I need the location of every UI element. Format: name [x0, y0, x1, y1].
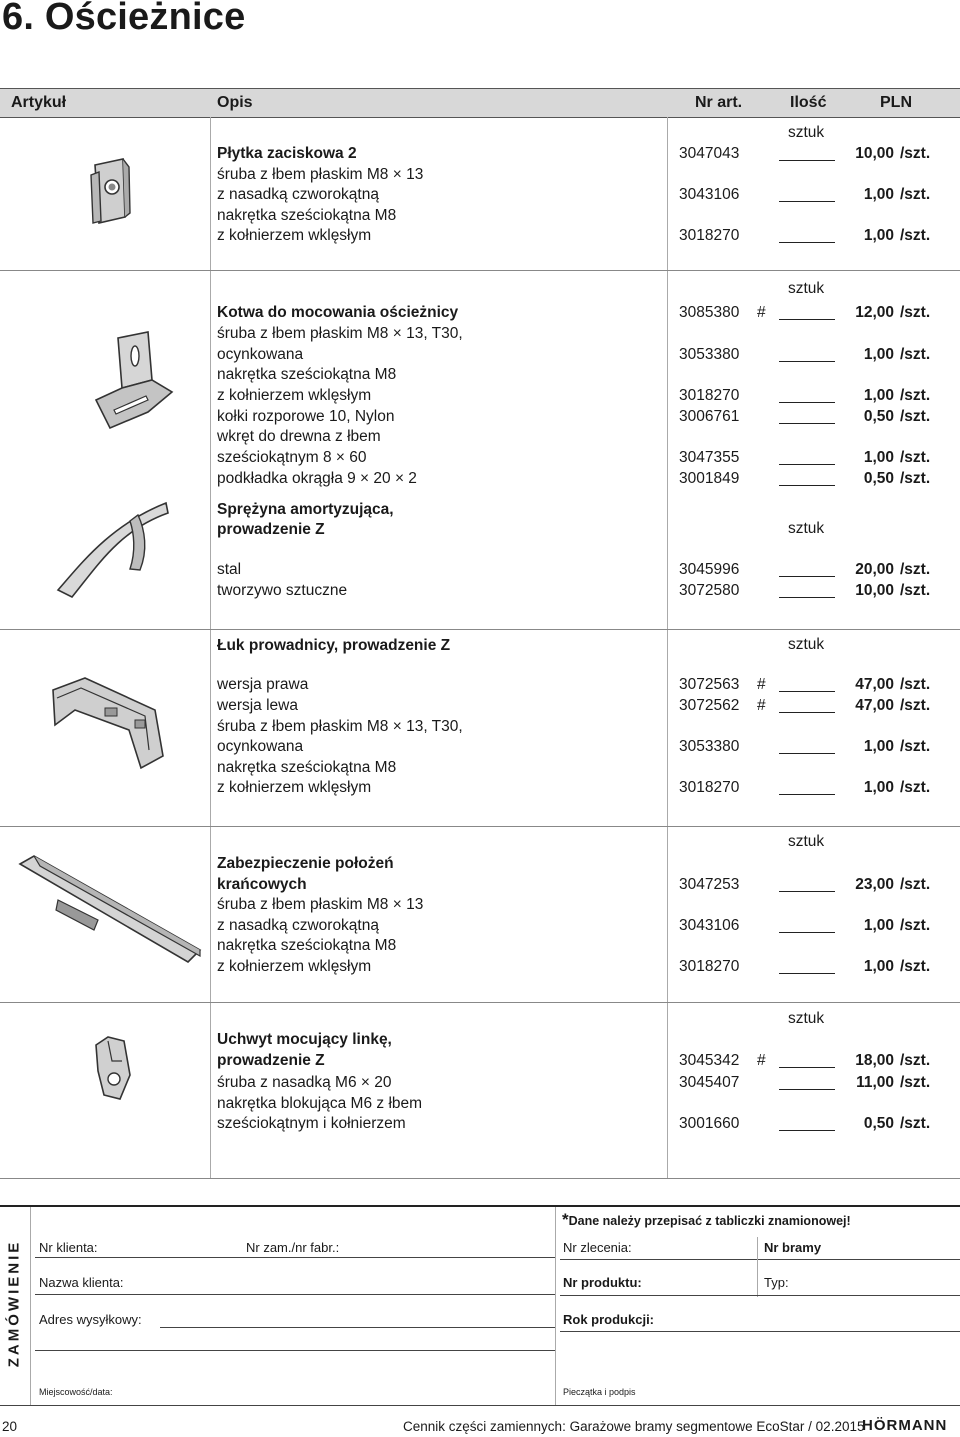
quantity-field[interactable]	[779, 576, 835, 577]
article-number: 3053380	[679, 346, 740, 363]
part-description: wersja lewa	[217, 697, 298, 714]
article-number: 3018270	[679, 958, 740, 975]
section-divider	[0, 1178, 960, 1179]
article-number: 3006761	[679, 408, 740, 425]
article-number: 3085380	[679, 304, 740, 321]
part-description: nakrętka sześciokątna M8	[217, 759, 397, 776]
price-unit: /szt.	[900, 1115, 931, 1132]
part-description: śruba z łbem płaskim M8 × 13	[217, 166, 424, 183]
footer-caption: Cennik części zamiennych: Garażowe bramy segmentowe EcoStar / 02.2015	[403, 1419, 865, 1434]
table-row	[0, 758, 960, 778]
price-unit: /szt.	[900, 470, 931, 487]
part-description: nakrętka blokująca M6 z łbem	[217, 1095, 423, 1112]
section-divider	[0, 270, 960, 271]
col-pln: PLN	[880, 94, 912, 111]
article-number: 3047253	[679, 876, 740, 893]
price: 11,00	[856, 1074, 894, 1091]
article-number: 3018270	[679, 227, 740, 244]
part-description: z kołnierzem wklęsłym	[217, 227, 372, 244]
quantity-field[interactable]	[779, 712, 835, 713]
table-row	[0, 957, 960, 977]
price: 1,00	[863, 958, 894, 975]
price: 0,50	[863, 408, 894, 425]
part-description: wersja prawa	[217, 676, 309, 693]
typ-label: Typ:	[764, 1275, 789, 1290]
hash-mark: #	[757, 676, 766, 693]
part-description: z nasadką czworokątną	[217, 917, 379, 934]
part-description: śruba z łbem płaskim M8 × 13, T30,	[217, 325, 463, 342]
quantity-field[interactable]	[779, 464, 835, 465]
part-description: śruba z łbem płaskim M8 × 13, T30,	[217, 718, 463, 735]
article-number: 3018270	[679, 779, 740, 796]
page-title: 6. Ościeżnice	[2, 0, 246, 38]
table-row	[0, 581, 960, 601]
nr-bramy-label: Nr bramy	[764, 1240, 822, 1255]
price-unit: /szt.	[900, 917, 931, 934]
price: 0,50	[863, 1115, 894, 1132]
miejscowosc-label: Miejscowość/data:	[39, 1387, 113, 1397]
part-description: z kołnierzem wklęsłym	[217, 387, 372, 404]
price: 1,00	[863, 186, 894, 203]
article-number: 3047043	[679, 145, 740, 162]
table-row	[0, 696, 960, 716]
table-row	[0, 1030, 960, 1050]
quantity-field[interactable]	[779, 319, 835, 320]
table-row	[0, 386, 960, 406]
article-number: 3043106	[679, 186, 740, 203]
table-row	[0, 1051, 960, 1071]
quantity-field[interactable]	[779, 242, 835, 243]
article-number: 3053380	[679, 738, 740, 755]
article-number: 3045996	[679, 561, 740, 578]
part-description: Płytka zaciskowa 2	[217, 145, 357, 162]
section-divider	[0, 629, 960, 630]
sztuk-label: sztuk	[788, 280, 825, 297]
part-description: Kotwa do mocowania ościeżnicy	[217, 304, 459, 321]
quantity-field[interactable]	[779, 973, 835, 974]
sztuk-label: sztuk	[788, 833, 825, 850]
table-row	[0, 875, 960, 895]
table-row	[0, 560, 960, 580]
table-row	[0, 427, 960, 447]
table-row	[0, 500, 960, 520]
table-row	[0, 675, 960, 695]
quantity-field[interactable]	[779, 485, 835, 486]
part-description: krańcowych	[217, 876, 307, 893]
table-row	[0, 303, 960, 323]
price: 47,00	[855, 697, 894, 714]
part-description: Zabezpieczenie położeń	[217, 855, 394, 872]
nr-zam-label: Nr zam./nr fabr.:	[246, 1240, 340, 1255]
page-number: 20	[2, 1419, 18, 1434]
part-description: z kołnierzem wklęsłym	[217, 958, 372, 975]
table-row	[0, 448, 960, 468]
article-number: 3045342	[679, 1052, 740, 1069]
quantity-field[interactable]	[779, 691, 835, 692]
quantity-field[interactable]	[779, 201, 835, 202]
article-number: 3072580	[679, 582, 740, 599]
table-row	[0, 1073, 960, 1093]
table-row	[0, 365, 960, 385]
price-unit: /szt.	[900, 304, 931, 321]
part-description: z kołnierzem wklęsłym	[217, 779, 372, 796]
quantity-field[interactable]	[779, 423, 835, 424]
table-row	[0, 854, 960, 874]
price-unit: /szt.	[900, 561, 931, 578]
price-unit: /szt.	[900, 387, 931, 404]
part-description: Łuk prowadnicy, prowadzenie Z	[217, 637, 451, 654]
article-number: 3047355	[679, 449, 740, 466]
article-number: 3072562	[679, 697, 740, 714]
sztuk-label: sztuk	[788, 124, 825, 141]
quantity-field[interactable]	[779, 160, 835, 161]
article-number: 3043106	[679, 917, 740, 934]
price-unit: /szt.	[900, 227, 931, 244]
pieczatka-label: Pieczątka i podpis	[563, 1387, 636, 1397]
part-description: prowadzenie Z	[217, 1052, 325, 1069]
part-description: tworzywo sztuczne	[217, 582, 348, 599]
table-header	[0, 88, 960, 118]
hash-mark: #	[757, 1052, 766, 1069]
price-unit: /szt.	[900, 676, 931, 693]
price: 1,00	[863, 779, 894, 796]
table-row	[0, 936, 960, 956]
sztuk-label: sztuk	[788, 520, 825, 537]
price-unit: /szt.	[900, 449, 931, 466]
price: 12,00	[855, 304, 894, 321]
table-row	[0, 165, 960, 185]
table-row	[0, 206, 960, 226]
order-side-label: ZAMÓWIENIE	[0, 1207, 31, 1405]
table-row	[0, 717, 960, 737]
part-description: sześciokątnym i kołnierzem	[217, 1115, 406, 1132]
part-description: śruba z nasadką M6 × 20	[217, 1074, 392, 1091]
table-row	[0, 469, 960, 489]
quantity-field[interactable]	[779, 1089, 835, 1090]
quantity-field[interactable]	[779, 361, 835, 362]
price: 23,00	[855, 876, 894, 893]
price: 18,00	[855, 1052, 894, 1069]
price-unit: /szt.	[900, 1052, 931, 1069]
table-row	[0, 1114, 960, 1134]
table-row	[0, 407, 960, 427]
order-form	[0, 1205, 960, 1407]
part-description: nakrętka sześciokątna M8	[217, 937, 397, 954]
nr-zlecenia-label: Nr zlecenia:	[563, 1240, 632, 1255]
hash-mark: #	[757, 304, 766, 321]
col-opis: Opis	[217, 94, 253, 111]
part-description: śruba z łbem płaskim M8 × 13	[217, 896, 424, 913]
table-row	[0, 636, 960, 656]
section-divider	[0, 1002, 960, 1003]
quantity-field[interactable]	[779, 932, 835, 933]
hash-mark: #	[757, 697, 766, 714]
table-row	[0, 226, 960, 246]
quantity-field[interactable]	[779, 402, 835, 403]
nazwa-klienta-label: Nazwa klienta:	[39, 1275, 124, 1290]
note: *Dane należy przepisać z tabliczki znamionowej!	[562, 1210, 851, 1229]
price-unit: /szt.	[900, 779, 931, 796]
table-row	[0, 737, 960, 757]
col-nr-art: Nr art.	[695, 94, 743, 111]
quantity-field[interactable]	[779, 753, 835, 754]
article-number: 3045407	[679, 1074, 740, 1091]
part-description: z nasadką czworokątną	[217, 186, 379, 203]
part-description: sześciokątnym 8 × 60	[217, 449, 367, 466]
price-unit: /szt.	[900, 408, 931, 425]
price: 1,00	[863, 449, 894, 466]
price: 1,00	[863, 346, 894, 363]
price: 1,00	[863, 917, 894, 934]
price: 0,50	[863, 470, 894, 487]
price-unit: /szt.	[900, 697, 931, 714]
table-row	[0, 778, 960, 798]
price: 1,00	[863, 227, 894, 244]
table-row	[0, 144, 960, 164]
price-unit: /szt.	[900, 876, 931, 893]
article-number: 3072563	[679, 676, 740, 693]
price: 1,00	[863, 387, 894, 404]
adres-label: Adres wysyłkowy:	[39, 1312, 142, 1327]
price-unit: /szt.	[900, 346, 931, 363]
col-artykul: Artykuł	[11, 94, 67, 111]
part-description: nakrętka sześciokątna M8	[217, 207, 397, 224]
table-row	[0, 345, 960, 365]
table-row	[0, 324, 960, 344]
price-unit: /szt.	[900, 1074, 931, 1091]
part-description: Sprężyna amortyzująca,	[217, 501, 394, 518]
table-row	[0, 916, 960, 936]
price: 20,00	[855, 561, 894, 578]
part-description: podkładka okrągła 9 × 20 × 2	[217, 470, 417, 487]
rok-label: Rok produkcji:	[563, 1312, 655, 1327]
price-unit: /szt.	[900, 186, 931, 203]
price: 1,00	[863, 738, 894, 755]
table-row	[0, 1094, 960, 1114]
quantity-field[interactable]	[779, 1130, 835, 1131]
article-number: 3001849	[679, 470, 740, 487]
price: 10,00	[855, 145, 894, 162]
table-row	[0, 520, 960, 540]
article-number: 3018270	[679, 387, 740, 404]
table-row	[0, 895, 960, 915]
nr-produktu-label: Nr produktu:	[563, 1275, 642, 1290]
part-description: ocynkowana	[217, 346, 304, 363]
quantity-field[interactable]	[779, 794, 835, 795]
part-description: kołki rozporowe 10, Nylon	[217, 408, 395, 425]
quantity-field[interactable]	[779, 597, 835, 598]
price-unit: /szt.	[900, 582, 931, 599]
sztuk-label: sztuk	[788, 636, 825, 653]
part-description: stal	[217, 561, 242, 578]
part-description: nakrętka sześciokątna M8	[217, 366, 397, 383]
col-ilosc: Ilość	[790, 94, 827, 111]
footer	[0, 1419, 960, 1437]
quantity-field[interactable]	[779, 891, 835, 892]
part-description: Uchwyt mocujący linkę,	[217, 1031, 392, 1048]
nr-klienta-label: Nr klienta:	[39, 1240, 98, 1255]
price: 47,00	[855, 676, 894, 693]
table-row	[0, 185, 960, 205]
price-unit: /szt.	[900, 738, 931, 755]
price-unit: /szt.	[900, 958, 931, 975]
part-description: wkręt do drewna z łbem	[217, 428, 381, 445]
part-description: prowadzenie Z	[217, 521, 325, 538]
sztuk-label: sztuk	[788, 1010, 825, 1027]
price: 10,00	[855, 582, 894, 599]
price-unit: /szt.	[900, 145, 931, 162]
article-number: 3001660	[679, 1115, 740, 1132]
brand-logo: HÖRMANN	[862, 1417, 948, 1434]
quantity-field[interactable]	[779, 1067, 835, 1068]
part-description: ocynkowana	[217, 738, 304, 755]
section-divider	[0, 826, 960, 827]
